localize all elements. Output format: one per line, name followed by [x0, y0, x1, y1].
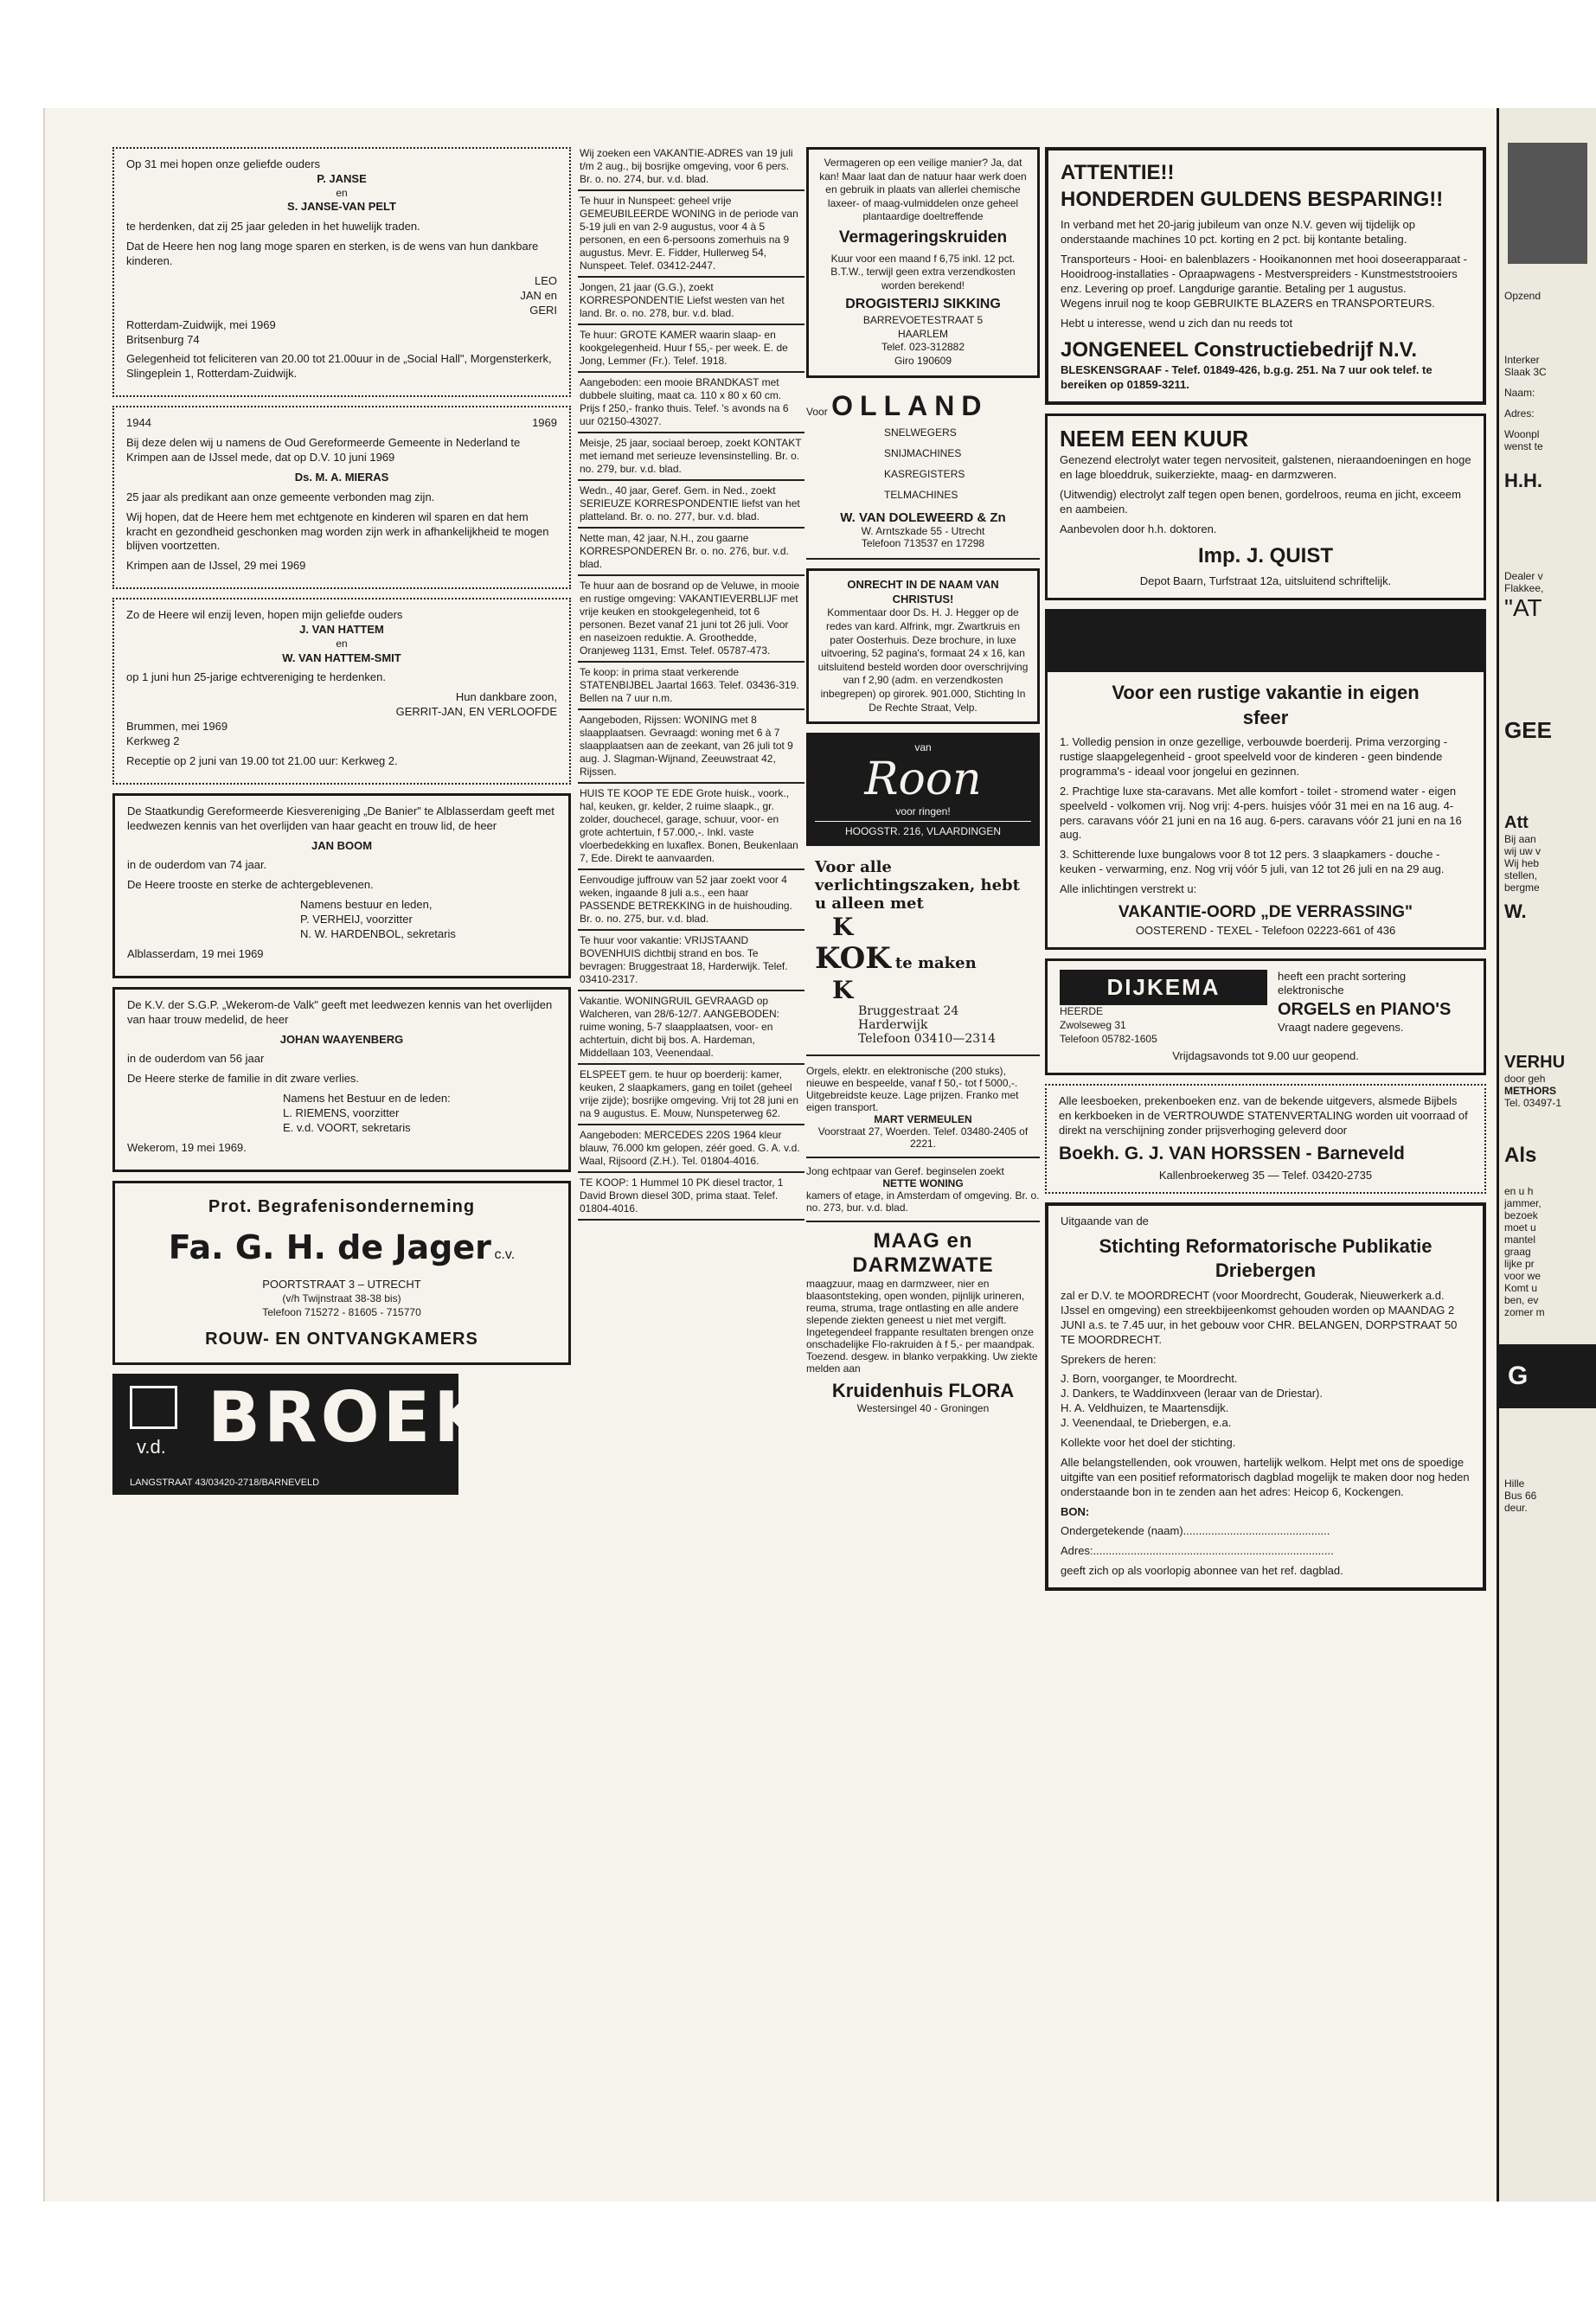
- dijkema-logo: DIJKEMA: [1060, 970, 1267, 1006]
- speaker: H. A. Veldhuizen, te Maartensdijk.: [1061, 1401, 1229, 1415]
- ad-text: In verband met het 20-jarig jubileum van onze N.V. geven wij tijdelijk op onderstaande machines 10 pct. korting en 2 pct. bij kontante betaling.: [1061, 218, 1415, 247]
- edge-text: W.: [1504, 901, 1527, 922]
- ad-text: zal er D.V. te MOORDRECHT (voor Moordrecht, Gouderak, Nieuwerkerk a.d. IJssel en omgeving) een streekbijeenkomst gehouden worden op MAANDAG 2 JUNI a.s. te 7.45 uur, in het gebouw voor CHR. BELANGEN, DORPSTRAAT 50 TE MOORDRECHT.: [1061, 1288, 1458, 1346]
- product-item: KASREGISTERS: [884, 467, 965, 480]
- notice-line: Dat de Heere hen nog lang moge sparen en sterken, is de wens van hun dankbare kinderen.: [126, 240, 539, 268]
- edge-text: GEE: [1504, 717, 1552, 743]
- column-large-ads: [1045, 147, 1486, 1599]
- edge-text: moet u: [1504, 1221, 1536, 1234]
- product-item: SNELWEGERS: [884, 426, 957, 439]
- notice-name: P. JANSE: [317, 171, 367, 185]
- classified-ad: Te huur: GROTE KAMER waarin slaap- en kookgelegenheid. Huur f 55,- per week. E. de Jong, Lemmer (Fr.). Telef. 1918.: [578, 325, 804, 373]
- ad-address: Harderwijk: [858, 1018, 928, 1033]
- ad-heading: ATTENTIE!!: [1061, 161, 1175, 184]
- slimming-herbs-ad: [806, 147, 1040, 378]
- ad-text: van: [914, 741, 932, 754]
- van-horssen-bookshop-ad: [1045, 1084, 1486, 1194]
- signature: N. W. HARDENBOL, sekretaris: [300, 927, 456, 941]
- ad-address: W. Arntszkade 55 - Utrecht: [861, 524, 985, 537]
- ad-address: Westersingel 40 - Groningen: [856, 1402, 990, 1415]
- ad-address: Zwolseweg 31: [1060, 1018, 1126, 1031]
- notice-line: in de ouderdom van 74 jaar.: [127, 858, 267, 872]
- notice-line: en: [336, 186, 348, 199]
- edge-text: Hille: [1504, 1477, 1525, 1490]
- notice-line: De K.V. der S.G.P. „Wekerom-de Valk" geeft met leedwezen kennis van het overlijden van haar trouw medelid, de heer: [127, 997, 553, 1026]
- notice-line: en: [336, 637, 348, 650]
- anniversary-notice-van-hattem: [112, 598, 571, 785]
- signature: GERI: [529, 303, 557, 317]
- ad-text: Voor: [806, 405, 828, 418]
- edge-text: Slaak 3C: [1504, 366, 1547, 378]
- housing-wanted-ad: [806, 1165, 1040, 1222]
- ad-text: Kollekte voor het doel der stichting.: [1061, 1436, 1236, 1449]
- edge-text: Dealer v: [1504, 570, 1543, 582]
- signature: JAN en: [520, 288, 557, 302]
- notice-reception: Gelegenheid tot feliciteren van 20.00 tot 21.00uur in de „Social Hall", Morgensterkerk, Slingeplein 1, Rotterdam-Zuidwijk.: [126, 352, 552, 381]
- classified-ad: Te koop: in prima staat verkerende STATENBIJBEL Jaartal 1663. Telef. 03436-319. Bellen na 7 uur n.m.: [578, 663, 804, 710]
- year-end: 1969: [532, 416, 557, 430]
- van-roon-ad: [806, 733, 1040, 846]
- notice-line: Wij hopen, dat de Heere hem met echtgenote en kinderen wil sparen en dat hem kracht en gezondheid geschonken mag worden zijn werk in afhankelijkheid te mogen blijven voortzetten.: [126, 510, 549, 553]
- edge-text: Att: [1504, 813, 1529, 832]
- edge-text: voor we: [1504, 1270, 1542, 1282]
- obituary-waayenberg: [112, 987, 571, 1172]
- jongeneel-ad: [1045, 147, 1486, 405]
- dijkema-organ-ad: [1045, 958, 1486, 1075]
- classified-ad: Eenvoudige juffrouw van 52 jaar zoekt voor 4 weken, ingaande 8 juli a.s., een haar PASSENDE BETREKKING in de huishouding. Br. o. no. 275, bur. v.d. blad.: [578, 870, 804, 931]
- product-item: SNIJMACHINES: [884, 446, 962, 459]
- ad-text: Wegens inruil nog te koop GEBRUIKTE BLAZERS en TRANSPORTEURS.: [1061, 296, 1435, 310]
- ad-text: Transporteurs - Hooi- en balenblazers - Hooikanonnen met hooi doseerapparaat - Hooidroog-installaties - Opraapwagens - Mestverspreiders - Kunstmeststrooiers enz. Levering op proef. Langdurige garantie. Betaling per 1 augustus.: [1061, 253, 1467, 295]
- classified-ad: Aangeboden: een mooie BRANDKAST met dubbele sluiting, maat ca. 110 x 80 x 60 cm. Prijs f 250,- franko thuis. Telef. 's avonds na 6 uur 02150-43027.: [578, 373, 804, 433]
- notice-name: S. JANSE-VAN PELT: [287, 200, 396, 214]
- company-name: Fa. G. H. de Jager: [168, 1227, 491, 1266]
- ad-text: Kuur voor een maand f 6,75 inkl. 12 pct. B.T.W., terwijl geen extra verzendkosten worden berekend!: [830, 252, 1016, 292]
- signature: P. VERHEIJ, voorzitter: [300, 913, 413, 926]
- ad-text: Kommentaar door Ds. H. J. Hegger op de redes van kard. Alfrink, mgr. Zwartkruis en pater Oosterhuis. Deze brochure, in luxe uitvoering, 52 pagina's, formaat 24 x 16, kan uitsluitend besteld worden door overschrijving van f 2,90 (adm. en verzendkosten inbegrepen) op girorek. 901.000, Stichting In De Rechte Straat, Velp.: [817, 606, 1029, 714]
- edge-text: bergme: [1504, 881, 1540, 894]
- speaker: J. Veenendaal, te Driebergen, e.a.: [1061, 1416, 1232, 1430]
- ad-text: Orgels, elektr. en elektronische (200 stuks), nieuwe en bespeelde, vanaf f 50,- tot f 5000,-. Uitgebreidste keuze. Lage prijzen. Franko met eigen transport.: [806, 1065, 1019, 1114]
- ad-heading: Voor een rustige vakantie in eigen sfeer: [1112, 681, 1420, 728]
- ad-heading: Stichting Reformatorische Publikatie Driebergen: [1099, 1234, 1433, 1282]
- edge-text: bezoek: [1504, 1209, 1538, 1221]
- edge-text: G: [1499, 1344, 1596, 1408]
- column-commercial-ads: [806, 147, 1040, 1414]
- edge-text: wij uw v: [1504, 845, 1542, 857]
- notice-place: Krimpen aan de IJssel, 29 mei 1969: [126, 559, 306, 573]
- classified-ad: Te huur aan de bosrand op de Veluwe, in mooie en rustige omgeving: VAKANTIEVERBLIJF met vrije keuken en stookgelegenheid, tot 6 personen. Bezet vanaf 21 juni tot 26 juli. Voor en naseizoen reduktie. A. Groothedde, Oranjeweg 1131, Emst. Telef. 05787-473.: [578, 576, 804, 663]
- texel-vacation-ad: [1045, 609, 1486, 950]
- ad-address: HAARLEM: [897, 327, 948, 340]
- ad-text: Alle leesboeken, prekenboeken enz. van de bekende uitgevers, alsmede Bijbels en kerkboeken in de VERTROUWDE STATENVERTALING worden uit voorraad of direkt na verschijning zonder prijsverhoging geleverd door: [1059, 1094, 1468, 1137]
- notice-address: Britsenburg 74: [126, 332, 200, 346]
- olland-ad: [806, 387, 1040, 560]
- classified-ad: Jongen, 21 jaar (G.G.), zoekt KORRESPONDENTIE Liefst westen van het land. Br. o. no. 278, bur. v.d. blad.: [578, 278, 804, 325]
- olland-logo: OLLAND: [831, 389, 989, 421]
- classified-ad: Te huur voor vakantie: VRIJSTAAND BOVENHUIS dichtbij strand en bos. Te bevragen: Bruggestraat 18, Harderwijk. Telef. 03410-2317.: [578, 931, 804, 991]
- notice-line: Bij deze delen wij u namens de Oud Gereformeerde Gemeente in Nederland te Krimpen aan de IJssel mede, dat op D.V. 10 juni 1969: [126, 436, 521, 464]
- broek-logo-text: BROEK: [208, 1377, 491, 1458]
- reformed-newspaper-ad: [1045, 1202, 1486, 1591]
- ad-address: POORTSTRAAT 3 – UTRECHT: [262, 1278, 421, 1292]
- classified-ad: Nette man, 42 jaar, N.H., zou gaarne KORRESPONDEREN Br. o. no. 276, bur. v.d. blad.: [578, 529, 804, 576]
- edge-text: en u h: [1504, 1185, 1534, 1197]
- ad-giro: Giro 190609: [894, 355, 952, 368]
- kok-logo: KOK: [815, 941, 891, 977]
- edge-text: stellen,: [1504, 869, 1538, 881]
- ad-text: maagzuur, maag en darmzweer, nier en blaasontsteking, open wonden, pijnlijk urineren, reuma, struma, trage ontlasting en alle andere slepende ziekten geneest u niet met vergift. Ingetegendeel frappante resultaten brengen onze onschadelijke Flo-rakruiden à f 5,- per maandpak. Toezend. desgew. in blanko verpakking. Uw ziekte melden aan: [806, 1278, 1038, 1375]
- edge-text: ben, ev: [1504, 1294, 1539, 1306]
- ad-text: 1. Volledig pension in onze gezellige, verbouwde boerderij. Prima verzorging - rustige slaapgelegenheid - groot speelveld voor de kinderen - geen bindende programma's - ideaal voor jongelui en gezinnen.: [1060, 735, 1448, 778]
- church-illustration: [1508, 143, 1587, 264]
- ad-text: Genezend electrolyt water tegen nervositeit, galstenen, nieraandoeningen en hoge en lage bloeddruk, suikerziekte, maag- en darmzweren.: [1060, 453, 1471, 482]
- kok-logo: K: [832, 913, 854, 942]
- ad-text: kamers of etage, in Amsterdam of omgeving. Br. o. no. 273, bur. v.d. blad.: [806, 1189, 1040, 1215]
- jubilee-notice-mieras: [112, 406, 571, 589]
- edge-text: jammer,: [1504, 1197, 1542, 1209]
- ad-phone: Telefoon 713537 en 17298: [861, 536, 985, 549]
- edge-text: Adres:: [1504, 407, 1535, 420]
- ad-address: Bruggestraat 24: [858, 1004, 959, 1019]
- classified-ad: Vakantie. WONINGRUIL GEVRAAGD op Walcheren, van 28/6-12/7. AANGEBODEN: ruime woning, 5-7 slaapplaatsen, voor- en achtertuin, dicht bij bos. A. Hardeman, Middellaan 103, Veenendaal.: [578, 991, 804, 1065]
- ad-address: (v/h Twijnstraat 38-38 bis): [282, 1292, 401, 1305]
- edge-text: Bij aan: [1504, 833, 1536, 845]
- coupon-name-field: Ondergetekende (naam)...............................................: [1061, 1524, 1330, 1538]
- ad-heading: Prot. Begrafenisonderneming: [208, 1196, 476, 1216]
- product-item: TELMACHINES: [884, 488, 958, 501]
- ad-company: DROGISTERIJ SIKKING: [845, 297, 1001, 312]
- ad-text: heeft een pracht sortering elektronische: [1278, 969, 1407, 997]
- ad-heading: Voor alle verlichtingszaken, hebt u alleen met: [815, 858, 1020, 913]
- notice-reception: Receptie op 2 juni van 19.00 tot 21.00 uur: Kerkweg 2.: [126, 753, 398, 767]
- column-family-notices: [112, 147, 571, 1495]
- ad-heading: ONRECHT IN DE NAAM VAN CHRISTUS!: [847, 577, 999, 606]
- notice-line: in de ouderdom van 56 jaar: [127, 1052, 265, 1066]
- signature: Namens het Bestuur en de leden:: [283, 1092, 451, 1106]
- obituary-jan-boom: [112, 793, 571, 978]
- notice-line: 25 jaar als predikant aan onze gemeente verbonden mag zijn.: [126, 490, 435, 503]
- ad-phone: Telefoon 05782-1605: [1060, 1032, 1157, 1045]
- broek-prefix: v.d.: [137, 1436, 166, 1458]
- edge-text: Als: [1504, 1144, 1537, 1167]
- ad-text: Sprekers de heren:: [1061, 1352, 1157, 1366]
- edge-text: Komt u: [1504, 1282, 1538, 1294]
- ad-text: Uitgaande van de: [1061, 1214, 1149, 1227]
- brochure-ad: [806, 568, 1040, 725]
- ad-heading: HONDERDEN GULDENS BESPARING!!: [1061, 188, 1444, 212]
- ad-phone: Telefoon 03410—2314: [858, 1032, 996, 1047]
- flora-herbs-ad: [806, 1229, 1040, 1414]
- ad-address: Depot Baarn, Turfstraat 12a, uitsluitend schriftelijk.: [1139, 574, 1392, 588]
- ad-company: Boekh. G. J. VAN HORSSEN - Barneveld: [1059, 1143, 1405, 1163]
- ad-text: Vraagt nadere gegevens.: [1278, 1021, 1404, 1035]
- notice-line: op 1 juni hun 25-jarige echtvereniging te herdenken.: [126, 670, 386, 684]
- classified-ad: Aangeboden, Rijssen: WONING met 8 slaapplaatsen. Gevraagd: woning met 6 à 7 slaapplaatsen aan de zeekant, van 26 juli tot 9 aug. J. Slagman-Wijnand, Zeeuwstraat 42, Rijssen.: [578, 710, 804, 784]
- edge-text: Opzend: [1504, 290, 1542, 302]
- notice-name: JOHAN WAAYENBERG: [279, 1032, 404, 1046]
- classified-ad: Aangeboden: MERCEDES 220S 1964 kleur blauw, 76.000 km gelopen, zéér goed. G. A. v.d. Waal, Rijsoord (Z.H.). Tel. 01804-4016.: [578, 1125, 804, 1173]
- notice-line: te herdenken, dat zij 25 jaar geleden in het huwelijk traden.: [126, 220, 420, 234]
- ad-address: OOSTEREND - TEXEL - Telefoon 02223-661 of 436: [1135, 923, 1396, 937]
- ad-company: VAKANTIE-OORD „DE VERRASSING": [1118, 903, 1413, 921]
- coupon-address-field: Adres:.............................................................................: [1061, 1544, 1334, 1558]
- ad-tagline: ROUW- EN ONTVANGKAMERS: [205, 1330, 478, 1349]
- signature: Hun dankbare zoon,: [455, 690, 557, 704]
- edge-text: "AT: [1504, 594, 1542, 621]
- ad-heading: Vermageringskruiden: [838, 228, 1008, 247]
- speaker: J. Dankers, te Waddinxveen (leraar van de Driestar).: [1061, 1387, 1323, 1400]
- signature: LEO: [534, 273, 557, 287]
- edge-text: mantel: [1504, 1234, 1536, 1246]
- ad-heading: NEEM EEN KUUR: [1060, 425, 1249, 452]
- notice-line: Op 31 mei hopen onze geliefde ouders: [126, 157, 321, 170]
- notice-address: Kerkweg 2: [126, 734, 180, 748]
- edge-text: zomer m: [1504, 1306, 1545, 1318]
- edge-text: Interker: [1504, 354, 1540, 366]
- signature: Namens bestuur en leden,: [300, 898, 433, 912]
- notice-place: Rotterdam-Zuidwijk, mei 1969: [126, 317, 276, 331]
- edge-text: Woonpl: [1504, 428, 1540, 440]
- edge-text: Tel. 03497-1: [1504, 1097, 1562, 1109]
- edge-text: Bus 66: [1504, 1490, 1537, 1502]
- classified-ad: Wij zoeken een VAKANTIE-ADRES van 19 juli t/m 2 aug., bij bosrijke omgeving, voor 6 pers. Br. o. no. 274, bur. v.d. blad.: [578, 147, 804, 191]
- notice-line: Zo de Heere wil enzij leven, hopen mijn geliefde ouders: [126, 608, 403, 622]
- ad-heading: ORGELS en PIANO'S: [1278, 1000, 1452, 1020]
- edge-text: VERHU: [1504, 1053, 1566, 1072]
- column-classifieds: [578, 147, 804, 1221]
- ad-address: BARREVOETESTRAAT 5: [862, 314, 984, 327]
- notice-place: Brummen, mei 1969: [126, 720, 228, 734]
- adjacent-page-edge: [1497, 108, 1596, 2202]
- coupon-label: BON:: [1061, 1504, 1090, 1518]
- notice-name: J. VAN HATTEM: [299, 623, 384, 637]
- sewing-machine-icon: [130, 1386, 177, 1429]
- notice-line: De Heere trooste en sterke de achtergeblevenen.: [127, 878, 374, 892]
- kok-lighting-ad: [806, 855, 1040, 1056]
- ad-text: Hebt u interesse, wend u zich dan nu reeds tot: [1061, 316, 1293, 330]
- ad-text: 2. Prachtige luxe sta-caravans. Met alle komfort - toilet - stromend water - eigen speelveld - volkomen vrij. Nog vrij: 4-pers. huisjes vóór 31 mei en na 16 aug. 4-pers. caravans vóór 21 juni en na 16 aug. 6-pers. caravans vóór 21 juni en na 16 aug.: [1060, 784, 1462, 842]
- ad-text: Aanbevolen door h.h. doktoren.: [1060, 522, 1217, 535]
- ad-address: Kallenbroekerweg 35 — Telef. 03420-2735: [1158, 1169, 1373, 1183]
- ad-text: Jong echtpaar van Geref. beginselen zoekt: [806, 1165, 1004, 1178]
- quist-cure-ad: [1045, 413, 1486, 600]
- signature: E. v.d. VOORT, sekretaris: [283, 1121, 411, 1135]
- speaker: J. Born, voorganger, te Moordrecht.: [1061, 1372, 1238, 1386]
- kok-logo: K: [832, 976, 854, 1005]
- notice-name: W. VAN HATTEM-SMIT: [282, 651, 401, 664]
- ad-company: JONGENEEL Constructiebedrijf N.V.: [1061, 337, 1418, 362]
- broek-address: LANGSTRAAT 43/03420-2718/BARNEVELD: [130, 1477, 320, 1489]
- ad-text: (Uitwendig) electrolyt zalf tegen open benen, gordelroos, reuma en jicht, exceem en aambeien.: [1060, 488, 1461, 516]
- funeral-company-ad: [112, 1181, 571, 1365]
- ad-company: Imp. J. QUIST: [1197, 543, 1334, 567]
- edge-text: H.H.: [1504, 470, 1542, 491]
- ad-phone: Telef. 023-312882: [881, 341, 965, 354]
- edge-text: Wij heb: [1504, 857, 1540, 869]
- ad-hours: Vrijdagsavonds tot 9.00 uur geopend.: [1172, 1049, 1359, 1063]
- edge-text: door geh: [1504, 1073, 1546, 1085]
- anniversary-notice-janse: [112, 147, 571, 397]
- broek-ad: [112, 1374, 491, 1495]
- ad-address: BLESKENSGRAAF - Telef. 01849-426, b.g.g. 251. Na 7 uur ook telef. te bereiken op 01859-3211.: [1061, 362, 1433, 391]
- year-start: 1944: [126, 416, 151, 430]
- notice-line: De Heere sterke de familie in dit zware verlies.: [127, 1072, 360, 1086]
- edge-text: wenst te: [1504, 440, 1543, 452]
- ad-phone: Telefoon 715272 - 81605 - 715770: [262, 1305, 421, 1318]
- ad-address: HEERDE: [1060, 1005, 1104, 1018]
- ad-text: geeft zich op als voorlopig abonnee van het ref. dagblad.: [1061, 1564, 1343, 1578]
- classified-ad: Te huur in Nunspeet: geheel vrije GEMEUBILEERDE WONING in de periode van 5-19 juli en van 2-9 augustus, voor 4 à 5 personen, en een 6-persoons zomerhuis na 9 augustus. Mevr. E. Fidder, Hullerweg 54, Nunspeet. Telef. 03412-2447.: [578, 191, 804, 278]
- classified-ad: Meisje, 25 jaar, sociaal beroep, zoekt KONTAKT met iemand met serieuze levensinstelling. Br. o. no. 279, bur. v.d. blad.: [578, 433, 804, 481]
- ad-text: voor ringen!: [895, 805, 951, 818]
- ad-text: Alle inlichtingen verstrekt u:: [1060, 882, 1197, 896]
- classified-ad: ELSPEET gem. te huur op boerderij: kamer, keuken, 2 slaapkamers, gang en toilet (geheel vrije zijde); bosrijke omgeving. Vrij tot 28 juni en na 9 augustus. E. Mouw, Nunspeterweg 62.: [578, 1065, 804, 1125]
- classified-ad: TE KOOP: 1 Hummel 10 PK diesel tractor, 1 David Brown diesel 30D, prima staat. Telef. 01804-4016.: [578, 1173, 804, 1221]
- edge-text: graag: [1504, 1246, 1531, 1258]
- edge-text: lijke pr: [1504, 1258, 1535, 1270]
- ad-heading: NETTE WONING: [882, 1177, 964, 1190]
- company-suffix: c.v.: [494, 1247, 516, 1262]
- classified-ad: Wedn., 40 jaar, Geref. Gem. in Ned., zoekt SERIEUZE KORRESPONDENTIE liefst van het platteland. Br. o. no. 277, bur. v.d. blad.: [578, 481, 804, 529]
- signature: L. RIEMENS, voorzitter: [283, 1106, 400, 1120]
- ad-address: HOOGSTR. 216, VLAARDINGEN: [815, 821, 1031, 837]
- ad-company: Kruidenhuis FLORA: [831, 1380, 1015, 1402]
- notice-line: De Staatkundig Gereformeerde Kiesvereniging „De Banier" te Alblasserdam geeft met leedwezen kennis van het overlijden van haar geacht en trouw lid, de heer: [127, 804, 554, 832]
- classified-ad: HUIS TE KOOP TE EDE Grote huisk., voork., hal, keuken, gr. kelder, 2 ruime slaapk., gr. zolder, douchecel, garage, schuur, voor- en grote achtertuin, f 57.000,-. Inkl. vaste vloerbedekking en luxaflex. Bonen, Beukenlaan 7, Ede. Direkt te aanvaarden.: [578, 784, 804, 870]
- ad-text: Alle belangstellenden, ook vrouwen, hartelijk welkom. Helpt met ons de spoedige uitgifte van een positief reformatorisch dagblad mogelijk te maken door nog heden onderstaande bon in te zenden aan het adres: Heicop 6, Kockengen.: [1061, 1455, 1470, 1498]
- edge-text: Naam:: [1504, 387, 1535, 399]
- ad-address: Voorstraat 27, Woerden. Telef. 03480-2405 of 2221.: [817, 1125, 1029, 1150]
- signature: GERRIT-JAN, EN VERLOOFDE: [395, 705, 557, 719]
- ad-text: te maken: [894, 954, 977, 973]
- notice-place: Alblasserdam, 19 mei 1969: [127, 946, 264, 960]
- ad-text: Vermageren op een veilige manier? Ja, dat kan! Maar laat dan de natuur haar werk doen en gebruik in plaats van allerlei chemische laxeer- of maag-vulmiddelen onze geheel plantaardige doeltreffende: [819, 157, 1027, 223]
- ad-heading: MAAG en DARMZWATE: [852, 1229, 994, 1278]
- organ-dealer-ad: [806, 1065, 1040, 1158]
- ad-company: MART VERMEULEN: [874, 1113, 972, 1126]
- edge-text: deur.: [1504, 1502, 1528, 1514]
- notice-place: Wekerom, 19 mei 1969.: [127, 1140, 247, 1154]
- notice-name: JAN BOOM: [311, 838, 373, 852]
- van-roon-logo: Roon: [864, 753, 982, 806]
- ad-company: W. VAN DOLEWEERD & Zn: [840, 510, 1006, 525]
- notice-name: Ds. M. A. MIERAS: [294, 470, 389, 484]
- edge-text: Flakkee,: [1504, 582, 1544, 594]
- edge-text: METHORS: [1504, 1085, 1556, 1097]
- ad-text: 3. Schitterende luxe bungalows voor 8 tot 12 pers. 3 slaapkamers - douche - keuken - verwarming, enz. Nog vrij vóór 5 juli, van 12 tot 26 juli en na 29 aug.: [1060, 848, 1445, 876]
